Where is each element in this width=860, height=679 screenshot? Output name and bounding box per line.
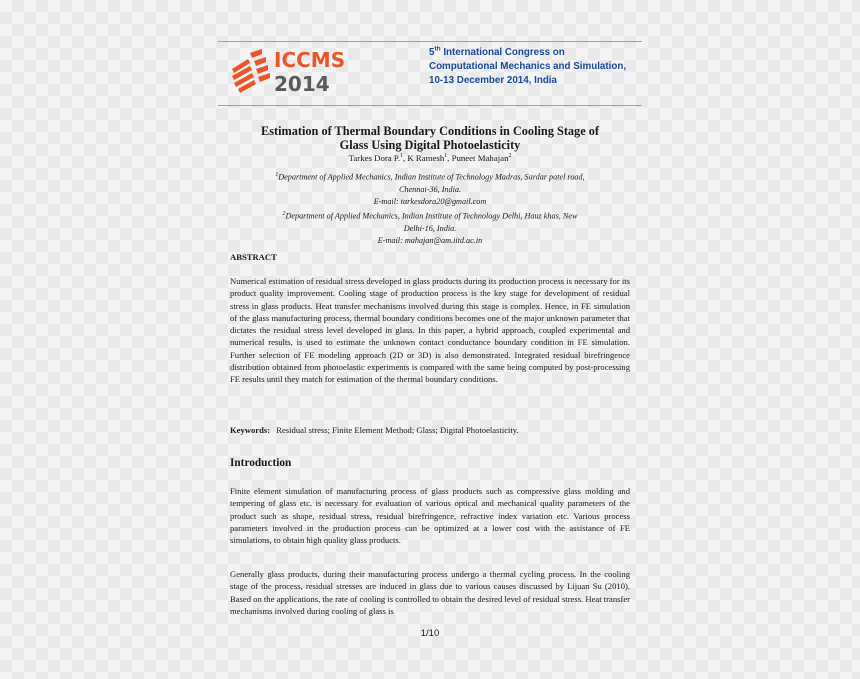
introduction-paragraph-1: Finite element simulation of manufacturing process of glass products such as compressive glass molding and tempering of glass etc. is necessary for evaluation of various optical and mechanical quality parameters of the product such as shape, residual stress, residual birefringence, refractive index variation etc. Various process parameters involved in the production process can be optimized at a lower cost with the assistance of FE simulations, to obtain high quality glass products. [230,486,630,546]
abstract-heading: ABSTRACT [230,252,277,262]
keywords [230,425,519,435]
conference-line-3: 10-13 December 2014, India [429,75,557,87]
header-top-rule [218,41,642,42]
author-email: E-mail: tarkesdora20@gmail.com [373,196,487,206]
logo-year: 2014 [274,72,330,96]
iccms-logo [230,45,348,97]
conference-line-1: 5th International Congress on [429,45,565,58]
paper-page [218,0,642,679]
introduction-paragraph-2: Generally glass products, during their manufacturing process undergo a thermal cycling process. In the cooling stage of the process, residual stresses are induced in glass due to various causes discussed by Lijuan Su (2010). Based on the applications, the rate of cooling is controlled to obtain the desired level of residual stress. Heat transfer mechanisms involved during cooling of glass is [230,569,630,616]
logo-acronym: ICCMS [274,48,346,72]
author-name: Puneet Mahajan [451,153,509,163]
author-email: E-mail: mahajan@am.iitd.ac.in [377,235,483,245]
author-name: Tarkes Dora P. [348,153,401,163]
affiliation-1: $^1$Department of Applied Mechanics, Indian Institute of Technology Madras, Sardar patel road, [275,172,585,182]
page-number: 1/10 [420,628,440,639]
introduction-heading: Introduction [230,457,292,469]
keywords-label: Keywords: [230,425,271,435]
conference-info [429,46,644,89]
author-list: Tarkes Dora P.$^1$, K Ramesh$^1$, Puneet Mahajan$^2$ [348,153,512,163]
abstract-text: Numerical estimation of residual stress developed in glass products during its production process is necessary for its product quality improvement. Cooling stage of production process is the key stage for development of residual stress in glass products. Heat transfer mechanisms involved during this stage is complex. Hence, in FE simulation of the glass manufacturing process, thermal boundary conditions becomes one of the major unknown parameter that dictates the residual stress level developed in glass. In this paper, a hybrid approach, coupled experimental and numerical results, is used to estimate the unknown contact conductance boundary condition in FE simulation. Further selection of FE modeling approach (2D or 3D) is also demonstrated. Integrated residual birefringence distribution obtained from photoelastic experiments is compared with the same being computed by post-processing FE results until they match for estimation of the thermal boundary conditions. [230,276,630,385]
author-name: K Ramesh [407,153,445,163]
keywords-text: Residual stress; Finite Element Method; Glass; Digital Photoelasticity. [276,425,519,435]
header-bottom-rule [218,105,642,106]
affiliations: $^1$Department of Applied Mechanics, Indian Institute of Technology Madras, Sardar patel road, Chennai-36, India. E-mail: tarkesdora20@gmail.com $^2$Department of Applied Mechanics, Indian Institute of Technology Delhi, Hauz khas, New Delhi-16, India. E-mail: mahajan@am.iitd.ac.in [218,169,642,247]
affiliation-2: $^2$Department of Applied Mechanics, Indian Institute of Technology Delhi, Hauz khas, New [282,211,578,221]
conference-line-2: Computational Mechanics and Simulation, [429,61,627,73]
paper-title: Estimation of Thermal Boundary Conditions in Cooling Stage of Glass Using Digital Photoelasticity [261,124,599,153]
